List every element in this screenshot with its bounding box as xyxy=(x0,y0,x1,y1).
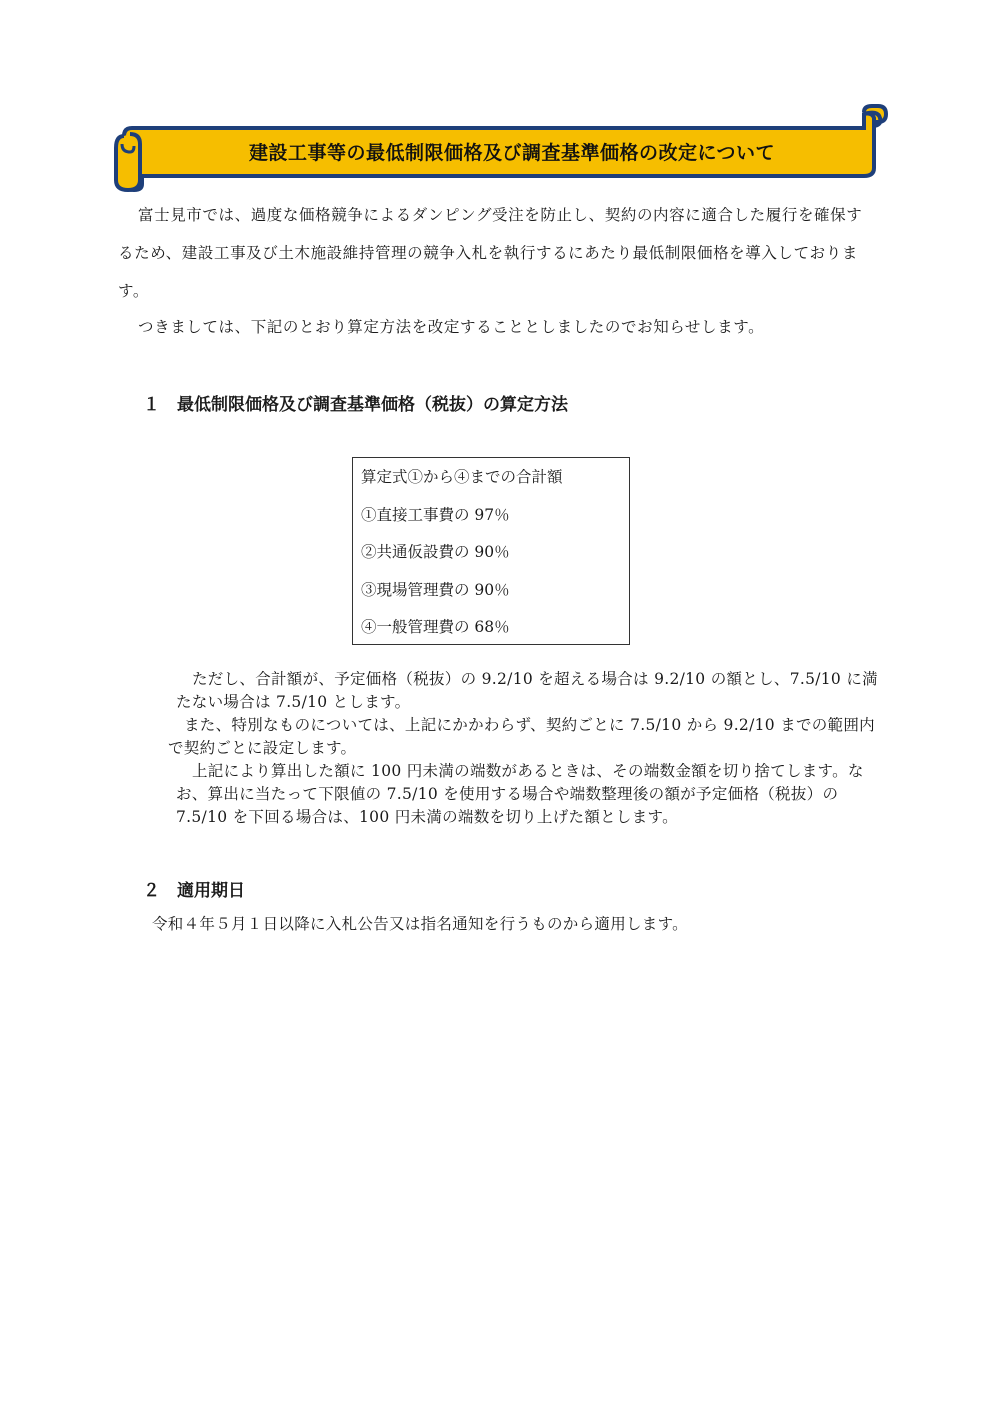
section2-heading xyxy=(143,876,245,901)
note-paragraph: 上記により算出した額に 100 円未満の端数があるときは、その端数金額を切り捨てします。なお、算出に当たって下限値の 7.5/10 を使用する場合や端数整理後の額が予定価格（税抜）の 7.5/10 を下回る場合は、100 円未満の端数を切り上げた額とします。 xyxy=(176,762,864,826)
section1-number: １ xyxy=(143,395,160,415)
section1-heading xyxy=(143,390,568,415)
formula-item: ④一般管理費の 68％ xyxy=(361,618,510,636)
formula-header: 算定式①から④までの合計額 xyxy=(361,468,563,486)
section2-title: 適用期日 xyxy=(177,881,245,901)
intro-paragraph-1: 富士見市では、過度な価格競争によるダンピング受注を防止し、契約の内容に適合した履行を確保するため、建設工事及び土木施設維持管理の競争入札を執行するにあたり最低制限価格を導入しております。 xyxy=(118,206,863,300)
formula-item: ①直接工事費の 97％ xyxy=(361,505,510,524)
note-paragraph: ただし、合計額が、予定価格（税抜）の 9.2/10 を超える場合は 9.2/10 の額とし、7.5/10 に満たない場合は 7.5/10 とします。 xyxy=(176,670,878,711)
note-paragraph: また、特別なものについては、上記にかかわらず、契約ごとに 7.5/10 から 9.2/10 までの範囲内で契約ごとに設定します。 xyxy=(168,716,875,757)
title-banner xyxy=(112,104,894,194)
formula-item: ③現場管理費の 90％ xyxy=(361,580,510,599)
effective-date-text: 令和４年５月１日以降に入札公告又は指名通知を行うものから適用します。 xyxy=(152,915,688,933)
section1-title: 最低制限価格及び調査基準価格（税抜）の算定方法 xyxy=(177,395,568,415)
section2-number: ２ xyxy=(143,881,160,901)
section1-notes xyxy=(168,668,880,829)
intro-paragraph-2: つきましては、下記のとおり算定方法を改定することとしましたのでお知らせします。 xyxy=(138,318,765,336)
formula-item: ②共通仮設費の 90％ xyxy=(361,543,510,561)
formula-box xyxy=(352,457,630,645)
banner-title: 建設工事等の最低制限価格及び調査基準価格の改定について xyxy=(248,142,776,164)
